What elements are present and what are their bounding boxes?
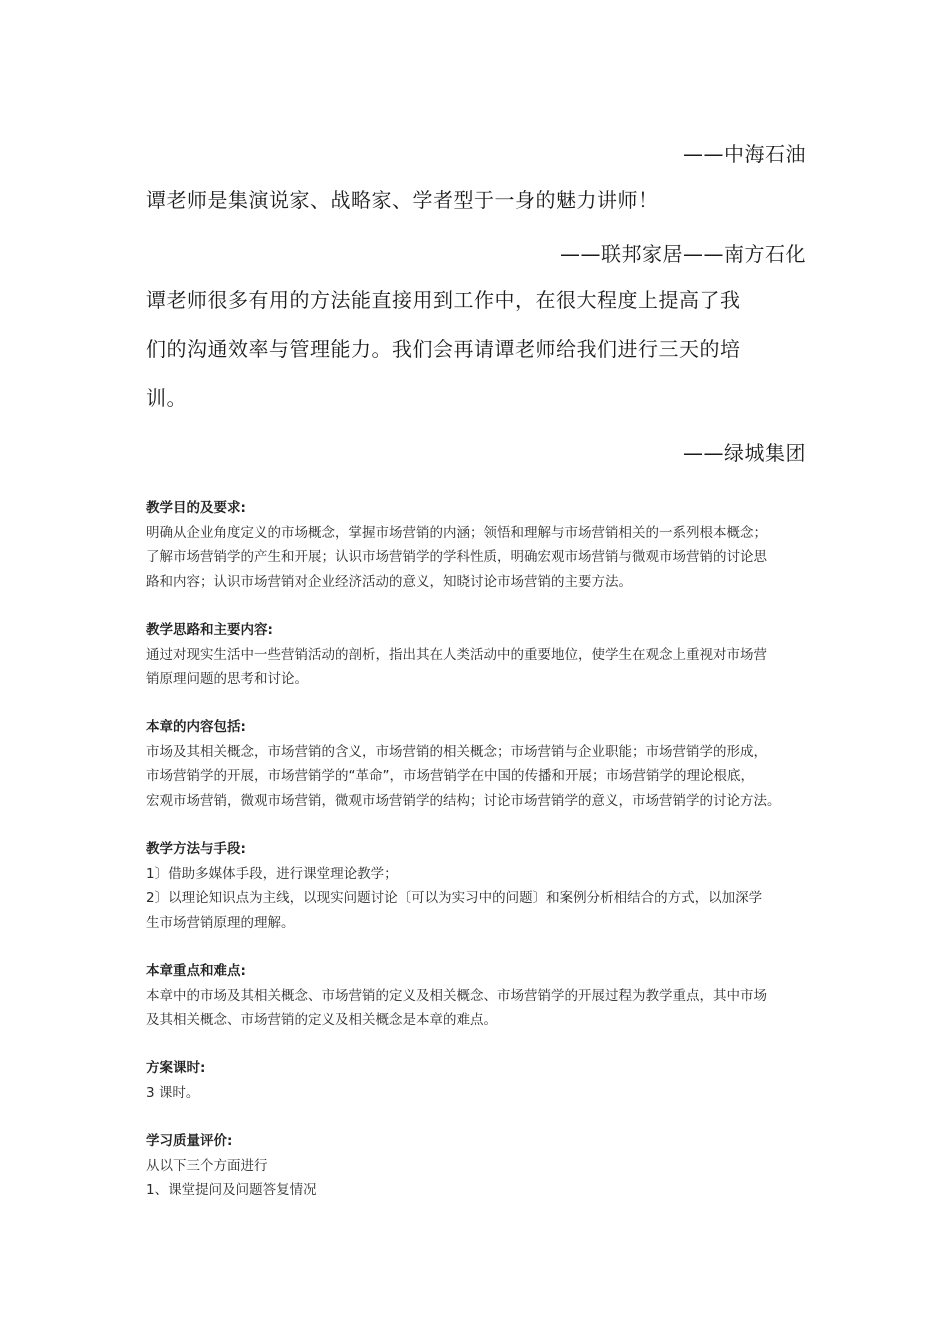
section-line: 宏观市场营销，微观市场营销，微观市场营销学的结构；讨论市场营销学的意义，市场营销学的讨论方法。 bbox=[146, 792, 781, 809]
section-key-points bbox=[146, 959, 816, 1033]
section-hours bbox=[146, 1056, 816, 1105]
section-approach bbox=[146, 618, 816, 692]
section-line: 了解市场营销学的产生和开展；认识市场营销学的学科性质，明确宏观市场营销与微观市场营销的讨论思 bbox=[146, 549, 767, 565]
section-line: 销原理问题的思考和讨论。 bbox=[146, 671, 308, 687]
section-line: 3 课时。 bbox=[146, 1084, 200, 1101]
section-title: 教学方法与手段: bbox=[146, 841, 246, 857]
section-title: 本章重点和难点: bbox=[146, 963, 246, 979]
section-objectives bbox=[146, 496, 816, 594]
section-title: 本章的内容包括: bbox=[146, 719, 246, 735]
testimonial-quote-line: 们的沟通效率与管理能力。我们会再请谭老师给我们进行三天的培 bbox=[146, 337, 741, 361]
testimonial-quote-line: 谭老师是集演说家、战略家、学者型于一身的魅力讲师！ bbox=[146, 188, 659, 212]
section-line: 从以下三个方面进行 bbox=[146, 1157, 268, 1174]
section-line: 市场营销学的开展，市场营销学的“革命”，市场营销学在中国的传播和开展；市场营销学的理论根底， bbox=[146, 768, 754, 784]
section-title: 教学目的及要求: bbox=[146, 500, 246, 516]
testimonial-signature-2: ——联邦家居——南方石化 bbox=[560, 242, 806, 266]
section-title: 教学思路和主要内容: bbox=[146, 622, 273, 638]
testimonial-quote-line: 训。 bbox=[146, 386, 187, 410]
testimonial-signature-1: ——中海石油 bbox=[683, 142, 806, 166]
section-evaluation bbox=[146, 1129, 816, 1203]
section-line: 生市场营销原理的理解。 bbox=[146, 914, 295, 931]
section-title: 方案课时: bbox=[146, 1060, 206, 1076]
section-line: 市场及其相关概念，市场营销的含义，市场营销的相关概念；市场营销与企业职能；市场营销学的形成， bbox=[146, 743, 767, 760]
testimonial-quote-line: 谭老师很多有用的方法能直接用到工作中，在很大程度上提高了我 bbox=[146, 288, 741, 312]
section-line: 1、课堂提问及问题答复情况 bbox=[146, 1182, 317, 1198]
testimonial-quote-3 bbox=[146, 276, 814, 423]
section-methods bbox=[146, 837, 816, 935]
section-line: 本章中的市场及其相关概念、市场营销的定义及相关概念、市场营销学的开展过程为教学重点，其中市场 bbox=[146, 987, 767, 1004]
section-line: 及其相关概念、市场营销的定义及相关概念是本章的难点。 bbox=[146, 1012, 497, 1028]
section-line: 路和内容；认识市场营销对企业经济活动的意义，知晓讨论市场营销的主要方法。 bbox=[146, 573, 632, 590]
testimonial-signature-3: ——绿城集团 bbox=[683, 441, 806, 465]
section-line: 明确从企业角度定义的市场概念，掌握市场营销的内涵；领悟和理解与市场营销相关的一系列根本概念； bbox=[146, 524, 767, 541]
section-contents bbox=[146, 715, 816, 813]
section-line: 通过对现实生活中一些营销活动的剖析，指出其在人类活动中的重要地位，使学生在观念上重视对市场营 bbox=[146, 646, 767, 663]
testimonial-quote-2 bbox=[146, 176, 814, 225]
section-line: 2〕以理论知识点为主线，以现实问题讨论〔可以为实习中的问题〕和案例分析相结合的方式，以加深学 bbox=[146, 890, 763, 906]
section-title: 学习质量评价: bbox=[146, 1133, 233, 1149]
section-line: 1〕借助多媒体手段，进行课堂理论教学； bbox=[146, 865, 398, 882]
